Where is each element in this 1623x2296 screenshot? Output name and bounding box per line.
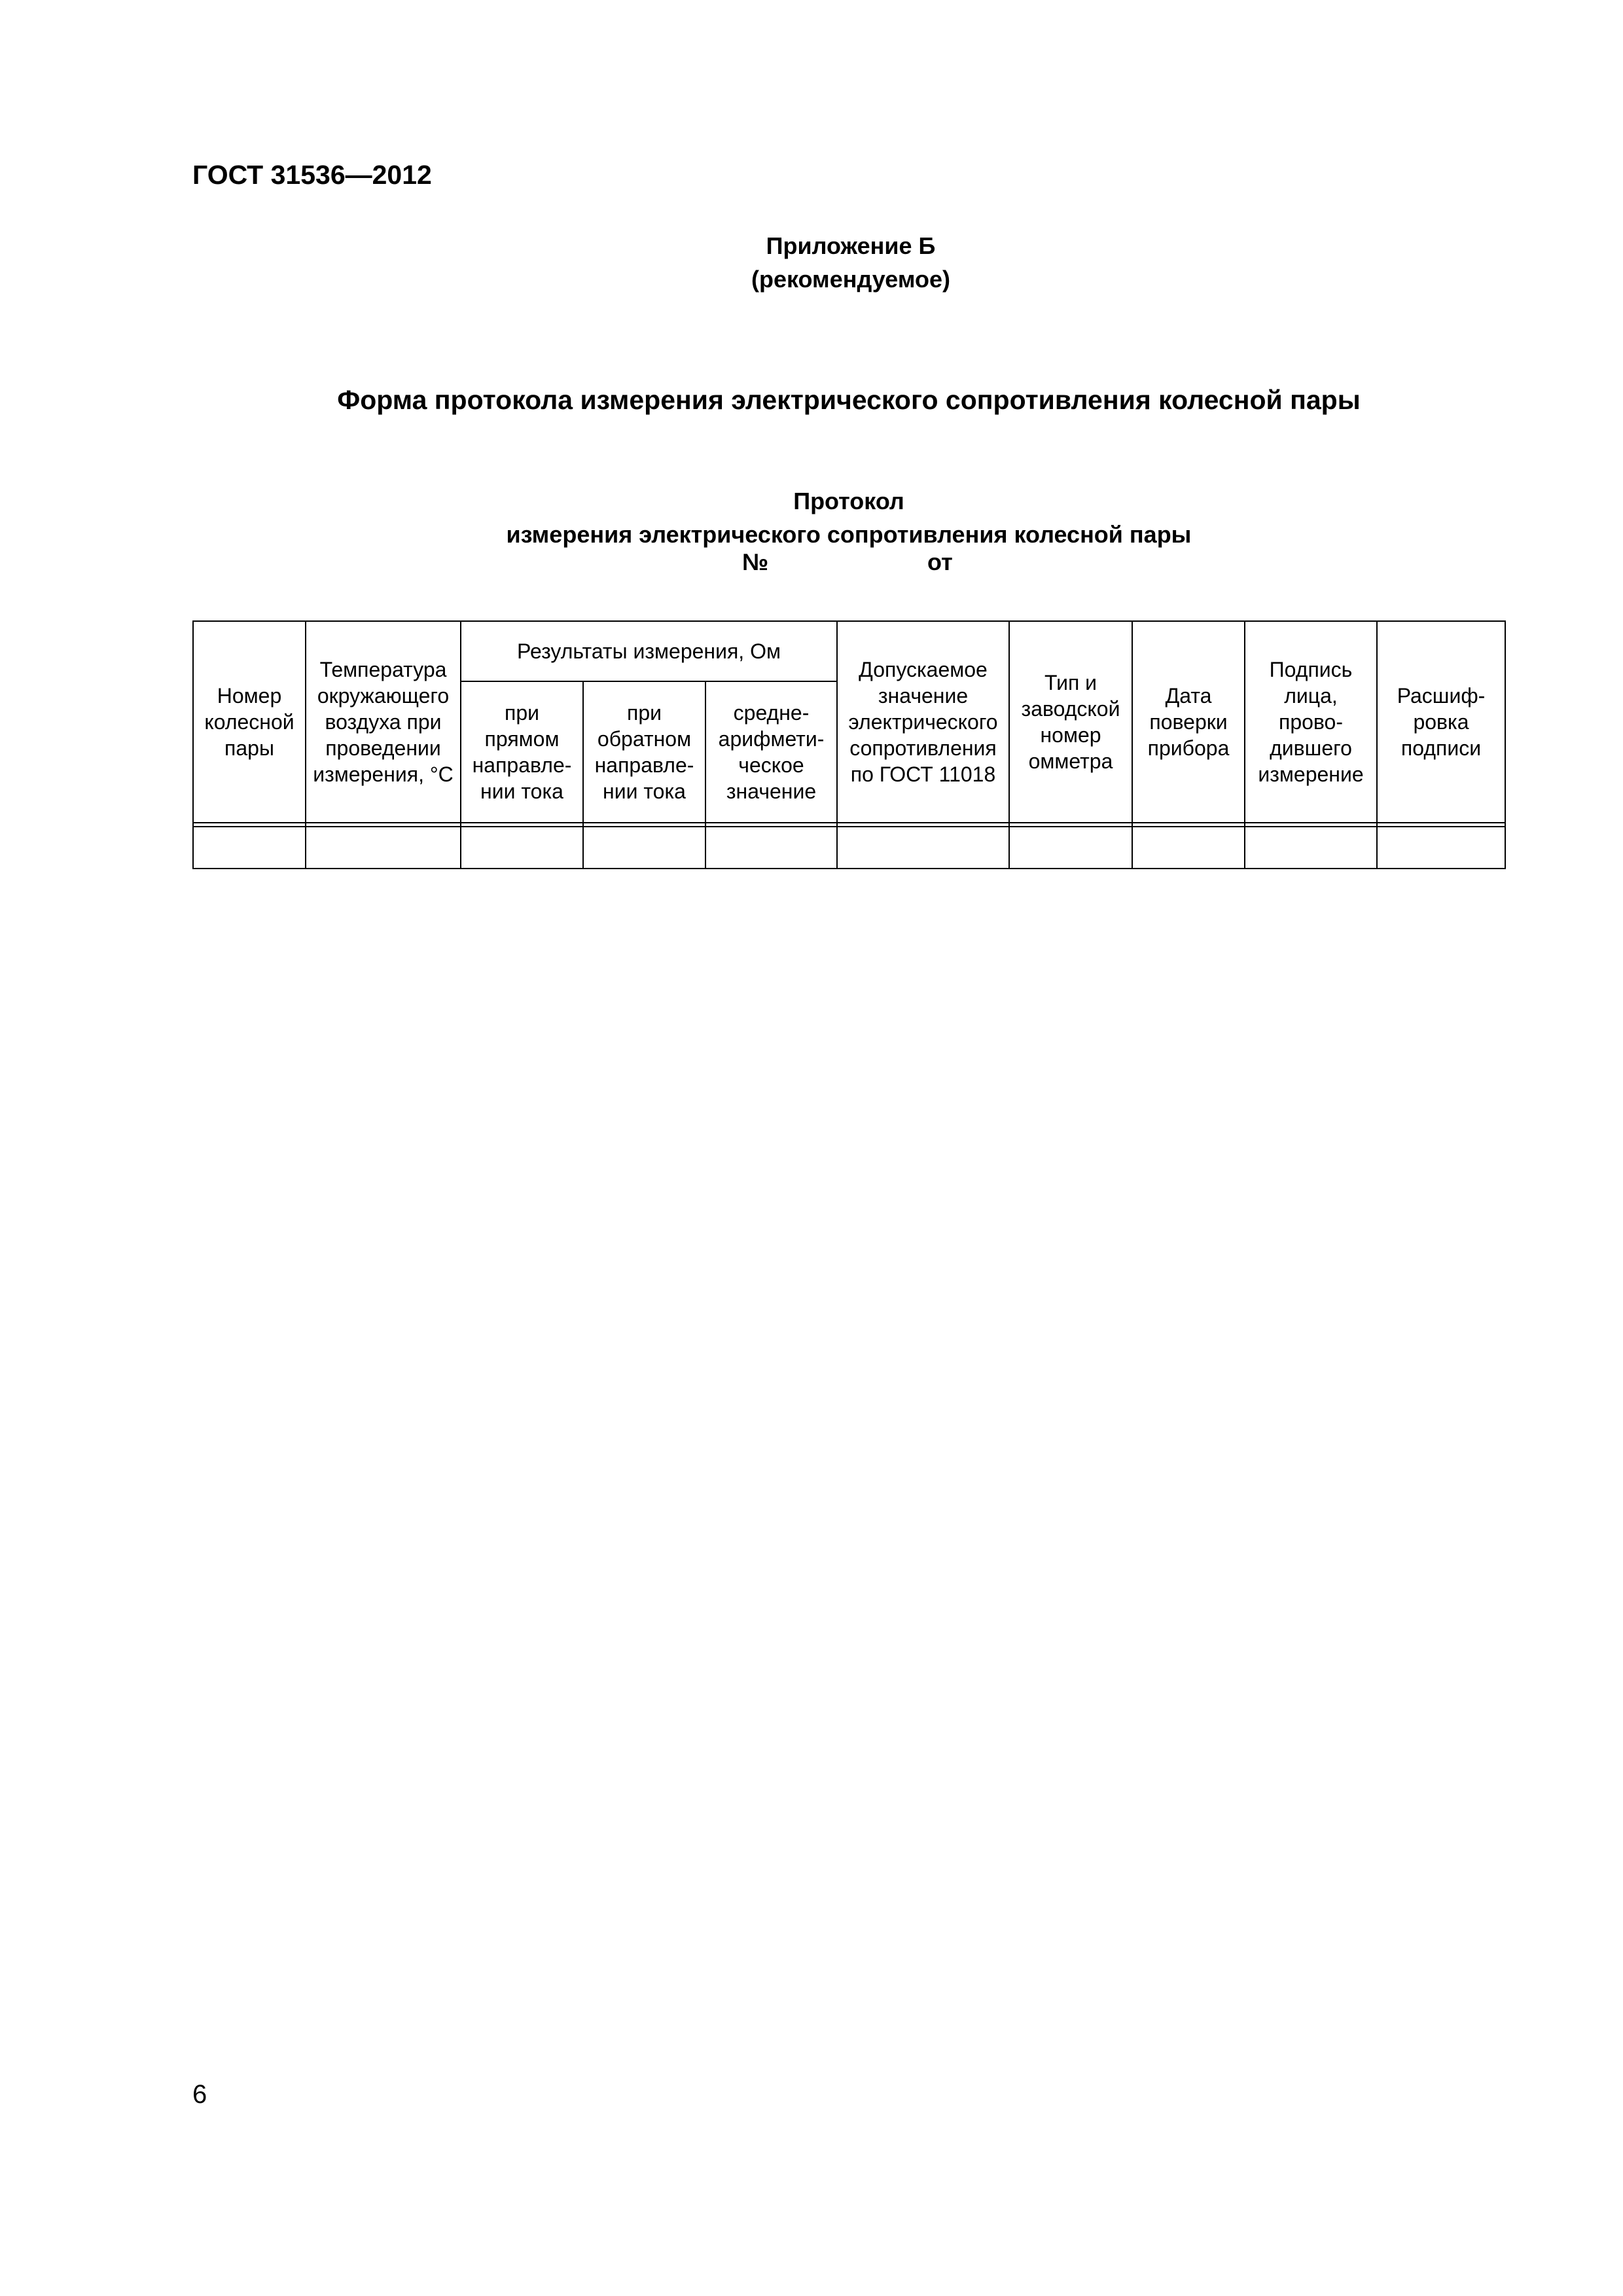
column-header-verification-date: Дата поверки прибора xyxy=(1132,621,1245,823)
table-cell xyxy=(1245,827,1377,869)
protocol-date-label: от xyxy=(927,548,953,575)
column-header-results-group: Результаты измерения, Ом xyxy=(461,621,837,681)
column-header-signature: Подпись лица, прово-дившего измерение xyxy=(1245,621,1377,823)
protocol-number-label: № xyxy=(742,548,769,575)
protocol-table xyxy=(192,620,1506,869)
table-cell xyxy=(461,827,583,869)
table-cell xyxy=(837,827,1009,869)
protocol-title: Протокол xyxy=(793,488,904,514)
column-header-allowed-value: Допускаемое значение электрического сопротивления по ГОСТ 11018 xyxy=(837,621,1009,823)
annex-title: Приложение Б xyxy=(766,232,936,259)
table-cell xyxy=(583,827,705,869)
page-number: 6 xyxy=(192,2080,207,2109)
table-cell xyxy=(306,827,461,869)
standard-code: ГОСТ 31536—2012 xyxy=(192,160,432,190)
column-header-ohmmeter: Тип и заводской номер омметра xyxy=(1009,621,1132,823)
table-row xyxy=(193,827,1505,869)
table-cell xyxy=(1377,827,1505,869)
annex-status: (рекомендуемое) xyxy=(751,266,950,293)
table-cell xyxy=(1132,827,1245,869)
column-header-wheelset-number: Номер колесной пары xyxy=(193,621,306,823)
column-header-air-temperature: Температура окружающего воздуха при проведении измерения, °С xyxy=(306,621,461,823)
column-header-forward-current: при прямом направле-нии тока xyxy=(461,681,583,823)
protocol-subtitle: измерения электрического сопротивления колесной пары xyxy=(506,521,1192,548)
form-title: Форма протокола измерения электрического сопротивления колесной пары xyxy=(337,385,1361,415)
column-header-mean-value: средне-арифмети-ческое значение xyxy=(705,681,837,823)
table-cell xyxy=(705,827,837,869)
table-cell xyxy=(1009,827,1132,869)
column-header-reverse-current: при обратном направле-нии тока xyxy=(583,681,705,823)
column-header-signature-decoding: Расшиф-ровка подписи xyxy=(1377,621,1505,823)
table-cell xyxy=(193,827,306,869)
